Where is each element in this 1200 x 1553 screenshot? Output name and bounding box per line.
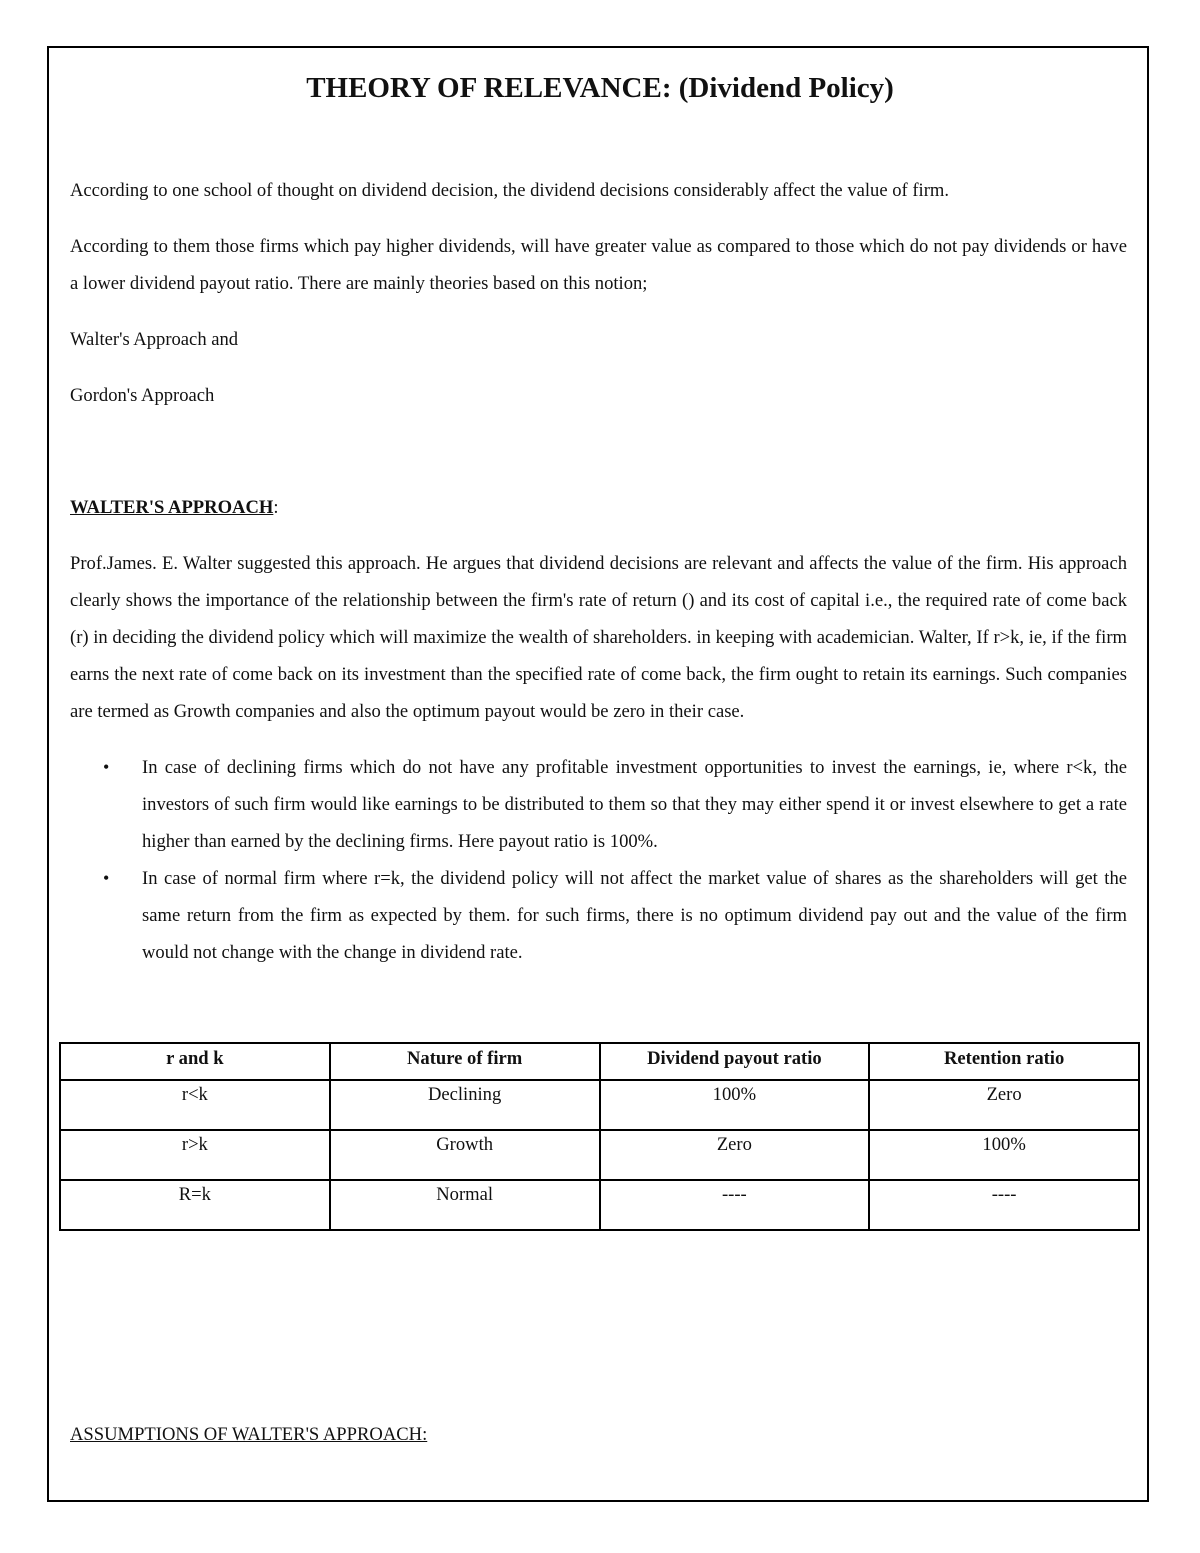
approach-item-gordon: Gordon's Approach [70, 385, 215, 406]
table-row [60, 1080, 1139, 1130]
table-cell: R=k [60, 1180, 330, 1230]
section-heading-walter [70, 489, 1127, 526]
intro-paragraph-1: According to one school of thought on dividend decision, the dividend decisions considerably affect the value of firm. [70, 180, 950, 201]
table-cell: r>k [60, 1130, 330, 1180]
table-cell: 100% [600, 1080, 870, 1130]
bullet-text: In case of declining firms which do not have any profitable investment opportunities to invest the earnings, ie, where r<k, the investors of such firm would like earnings to be distributed to them so that they may either spend it or invest elsewhere to get a rate higher than earned by the declining firms. Here payout ratio is 100%. [142, 757, 1127, 852]
table-cell: Zero [600, 1130, 870, 1180]
table-row [60, 1180, 1139, 1230]
table-cell: ---- [869, 1180, 1139, 1230]
document-body [70, 172, 1127, 971]
bullet-icon: • [103, 757, 110, 777]
table-cell: ---- [600, 1180, 870, 1230]
table-cell: r<k [60, 1080, 330, 1130]
walter-heading-text: WALTER'S APPROACH [70, 497, 274, 518]
table-cell: 100% [869, 1130, 1139, 1180]
table-cell: Zero [869, 1080, 1139, 1130]
intro-paragraph-2: According to them those firms which pay higher dividends, will have greater value as compared to those which do not pay dividends or have a lower dividend payout ratio. There are mainly theories based on this notion; [70, 236, 1127, 294]
table-header-row [60, 1043, 1139, 1080]
bullet-item-normal [70, 860, 1127, 971]
table-header-cell: r and k [60, 1043, 330, 1080]
approach-item-walter: Walter's Approach and [70, 329, 239, 350]
table-header-cell: Dividend payout ratio [600, 1043, 870, 1080]
bullet-item-declining [70, 749, 1127, 860]
table-cell: Declining [330, 1080, 600, 1130]
bullet-icon: • [103, 868, 110, 888]
dividend-table [59, 1042, 1140, 1231]
document-title: THEORY OF RELEVANCE: (Dividend Policy) [306, 72, 894, 104]
walter-paragraph: Prof.James. E. Walter suggested this approach. He argues that dividend decisions are relevant and affects the value of the firm. His approach clearly shows the importance of the relationship between the firm's rate of return () and its cost of capital i.e., the required rate of come back (r) in deciding the dividend policy which will maximize the wealth of shareholders. in keeping with academician. Walter, If r>k, ie, if the firm earns the next rate of come back on its investment than the specified rate of come back, the firm ought to retain its earnings. Such companies are termed as Growth companies and also the optimum payout would be zero in their case. [70, 553, 1127, 722]
bullet-text: In case of normal firm where r=k, the dividend policy will not affect the market value of shares as the shareholders will get the same return from the firm as expected by them. for such firms, there is no optimum dividend pay out and the value of the firm would not change with the change in dividend rate. [142, 868, 1127, 963]
table-header-cell: Nature of firm [330, 1043, 600, 1080]
section-heading-assumptions: ASSUMPTIONS OF WALTER'S APPROACH: [70, 1424, 428, 1445]
walter-heading-colon: : [273, 497, 279, 518]
bullet-list [70, 749, 1127, 971]
table-header-cell: Retention ratio [869, 1043, 1139, 1080]
table-cell: Growth [330, 1130, 600, 1180]
table-cell: Normal [330, 1180, 600, 1230]
table-row [60, 1130, 1139, 1180]
